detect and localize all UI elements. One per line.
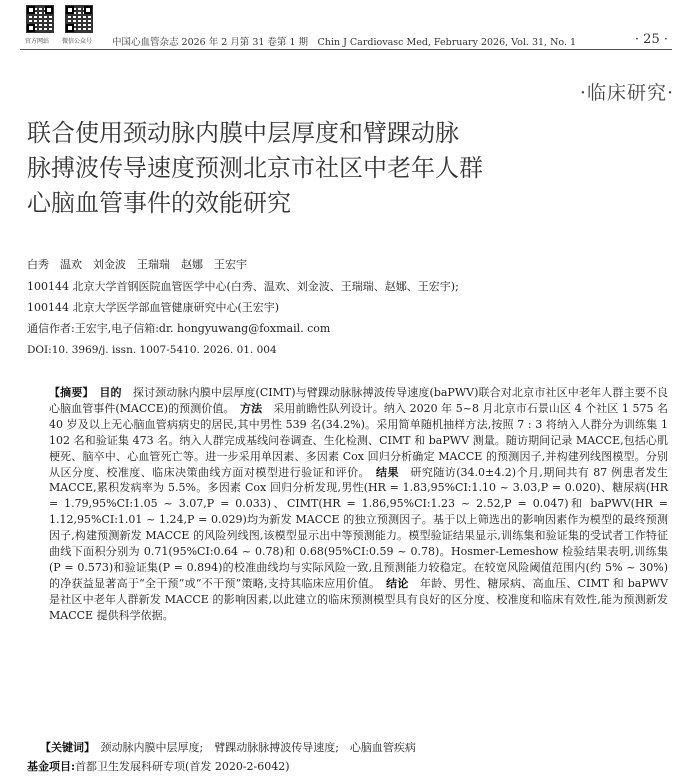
abstract: [27, 385, 668, 624]
objective-label: 目的: [99, 386, 122, 399]
author-list: 白秀 温欢 刘金波 王瑞瑞 赵娜 王宏宇: [27, 258, 247, 271]
keywords: [40, 739, 416, 755]
conclusion-label: 结论: [386, 576, 409, 590]
section-label: ·临床研究·: [579, 82, 674, 104]
correspondence: 通信作者:王宏宇,电子信箱:dr. hongyuwang@foxmail. com: [27, 322, 331, 335]
funding: [27, 758, 290, 774]
title-line: 心脑血管事件的效能研究: [27, 189, 291, 217]
article-title: [27, 116, 627, 221]
title-line: 脉搏波传导速度预测北京市社区中老年人群: [27, 154, 483, 182]
page-number: · 25 ·: [634, 32, 668, 47]
results-text: 研究随访(34.0±4.2)个月,期间共有 87 例患者发生 MACCE,累积发病率为 5.5%。多因素 Cox 回归分析发现,男性(HR = 1.83,95%CI:1.10 ~ 3.03,P = 0.020)、糖尿病(HR = 1.79,95%CI:1.05 ~ 3.07,P = 0.033)、CIMT(HR = 1.86,95%CI:1.23 ~ 2.52,P = 0.047)和 baPWV(HR = 1.12,95%CI:1.01 ~ 1.24,P = 0.029)均为新发 MACCE 的独立预测因子。基于以上筛选出的影响因素作为模型的最终预测因子,构建预测新发 MACCE 的风险列线图,该模型显示出中等预测能力。模型验证结果显示,训练集和验证集的受试者工作特征曲线下面积分别为 0.71(95%CI:0.64 ~ 0.78)和 0.68(95%CI:0.59 ~ 0.78)。Hosmer-Lemeshow 检验结果表明,训练集(P = 0.573)和验证集(P = 0.894)的校准曲线均与实际风险一致,且预测能力较稳定。在较宽风险阈值范围内(约 5% ~ 30%)的净获益显著高于“全干预”或“不干预”策略,支持其临床应用价值。: [49, 465, 669, 590]
title-line: 联合使用颈动脉内膜中层厚度和臂踝动脉: [27, 119, 459, 147]
page-header: [0, 0, 692, 56]
keywords-label: 【关键词】: [40, 741, 90, 754]
doi[interactable]: DOI:10. 3969/j. issn. 1007-5410. 2026. 01. 004: [27, 344, 277, 356]
website-qr-code[interactable]: [26, 5, 54, 33]
funding-text: 首都卫生发展科研专项(首发 2020-2-6042): [75, 760, 290, 773]
methods-label: 方法: [240, 401, 263, 415]
conclusion-text: 年龄、男性、糖尿病、高血压、CIMT 和 baPWV 是社区中老年人群新发 MACCE 的影响因素,以此建立的临床预测模型具有良好的区分度、校准度和临床有效性,能为预测新发 MACCE 提供科学依据。: [49, 576, 669, 622]
affiliation-2: 100144 北京大学医学部血管健康研究中心(王宏宇): [27, 301, 280, 314]
objective-text: 探讨颈动脉内膜中层厚度(CIMT)与臂踝动脉脉搏波传导速度(baPWV)联合对北京市社区中老年人群主要不良心脑血管事件(MACCE)的预测价值。: [49, 386, 669, 415]
wechat-qr-code[interactable]: [65, 5, 93, 33]
journal-running-head: 中国心血管杂志 2026 年 2 月第 31 卷第 1 期 Chin J Cardiovasc Med, February 2026, Vol. 31, No. 1: [112, 37, 577, 48]
results-label: 结果: [375, 465, 399, 479]
header-rule: [20, 49, 672, 50]
affiliation-1: 100144 北京大学首钢医院血管医学中心(白秀、温欢、刘金波、王瑞瑞、赵娜、王宏宇);: [27, 280, 459, 293]
website-qr-caption: 官方网站: [25, 38, 50, 45]
methods-text: 采用前瞻性队列设计。纳入 2020 年 5~8 月北京市石景山区 4 个社区 1 575 名 40 岁及以上无心脑血管病病史的居民,其中男性 539 名(34.2%)。采用简单随机抽样方法,按照 7 : 3 将纳入人群分为训练集 1 102 名和验证集 473 名。纳入人群完成基线问卷调查、生化检测、CIMT 和 baPWV 测量。随访期间记录 MACCE,包括心肌梗死、脑卒中、心血管死亡等。进一步采用单因素、多因素 Cox 回归分析确定 MACCE 的预测因子,并构建列线图模型。分别从区分度、校准度、临床决策曲线方面对模型进行验证和评价。: [49, 401, 669, 479]
funding-label: 基金项目:: [27, 760, 76, 773]
abstract-label: 【摘要】: [49, 386, 89, 399]
keywords-text: 颈动脉内膜中层厚度; 臂踝动脉脉搏波传导速度; 心脑血管疾病: [100, 741, 416, 754]
wechat-qr-caption: 微信公众号: [62, 38, 93, 45]
